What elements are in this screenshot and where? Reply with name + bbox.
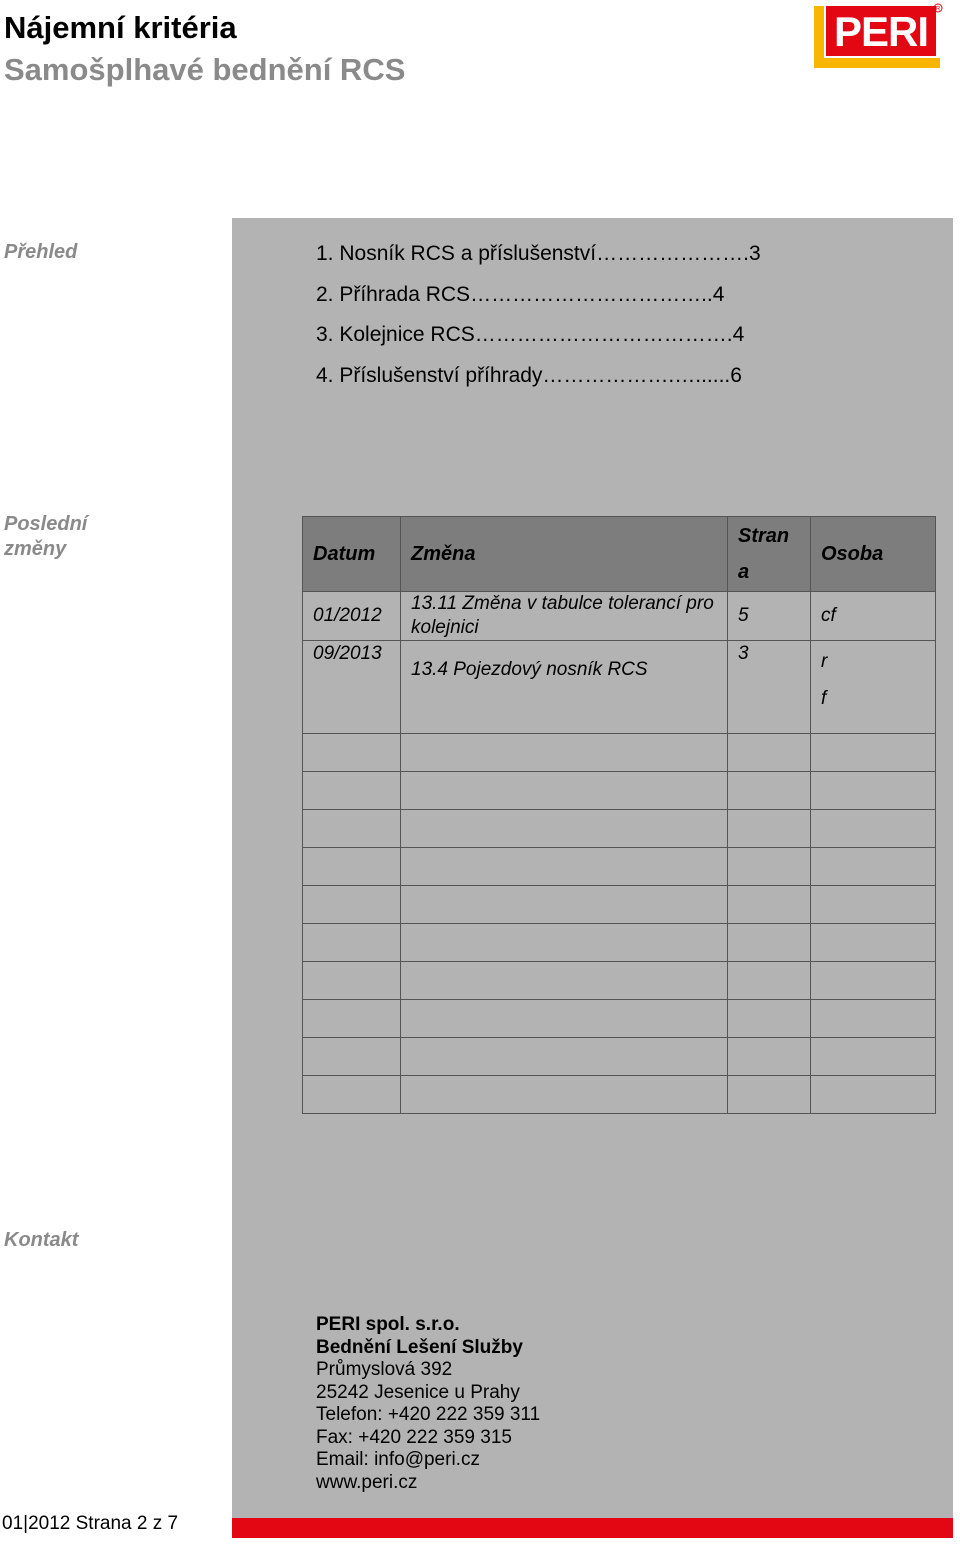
table-row-empty [303,924,936,962]
empty-cell [811,1076,936,1114]
table-of-contents [316,238,761,400]
empty-cell [728,886,811,924]
document-subtitle: Samošplhavé bednění RCS [4,52,406,87]
empty-cell [728,962,811,1000]
empty-cell [401,734,728,772]
cell-person [811,641,936,734]
empty-cell [401,1000,728,1038]
cell-person: cf [811,592,936,641]
empty-cell [401,962,728,1000]
empty-cell [728,1038,811,1076]
empty-cell [303,1076,401,1114]
table-row [303,592,936,641]
changes-table-header [303,517,936,592]
contact-block [316,1314,540,1494]
empty-cell [303,810,401,848]
empty-cell [303,962,401,1000]
recent-changes-label-line2: změny [4,538,67,560]
empty-cell [303,734,401,772]
empty-cell [811,1000,936,1038]
svg-text:R: R [935,6,941,13]
overview-label: Přehled [4,241,78,263]
table-row-empty [303,734,936,772]
toc-item[interactable]: 3. Kolejnice RCS……………………………….4 [316,323,745,346]
empty-cell [728,734,811,772]
contact-tagline: Bednění Lešení Služby [316,1336,523,1358]
header-page-line2: a [738,561,750,583]
cell-change: 13.4 Pojezdový nosník RCS [401,641,728,734]
contact-city: 25242 Jesenice u Prahy [316,1381,520,1403]
empty-cell [401,924,728,962]
recent-changes-label [4,512,87,562]
contact-fax: Fax: +420 222 359 315 [316,1426,512,1448]
toc-item[interactable]: 4. Příslušenství příhrady……………….…......6 [316,363,742,387]
empty-cell [728,1076,811,1114]
empty-cell [303,886,401,924]
header-change: Změna [401,517,728,592]
table-row-empty [303,886,936,924]
changes-table [302,516,936,1114]
empty-cell [811,810,936,848]
empty-cell [401,1038,728,1076]
peri-logo [812,2,944,72]
table-row-empty [303,848,936,886]
contact-street: Průmyslová 392 [316,1359,453,1380]
empty-cell [728,1000,811,1038]
table-row-empty [303,1076,936,1114]
table-row-empty [303,772,936,810]
page-number: 01|2012 Strana 2 z 7 [2,1513,179,1534]
empty-cell [811,924,936,962]
cell-page: 3 [728,641,811,734]
empty-cell [401,772,728,810]
recent-changes-label-line1: Poslední [4,513,88,535]
table-row-empty [303,962,936,1000]
contact-phone: Telefon: +420 222 359 311 [316,1404,541,1425]
svg-text:PERI: PERI [833,8,929,55]
cell-page: 5 [728,592,811,641]
cell-person-line1: r [821,651,828,672]
table-row [303,641,936,734]
empty-cell [811,734,936,772]
empty-cell [401,810,728,848]
empty-cell [811,772,936,810]
header-page-line1: Stran [738,525,790,547]
empty-cell [728,924,811,962]
empty-cell [728,772,811,810]
table-row-empty [303,1038,936,1076]
header-page [728,517,811,592]
empty-cell [401,1076,728,1114]
empty-cell [728,848,811,886]
table-row-empty [303,810,936,848]
empty-cell [303,848,401,886]
document-title: Nájemní kritéria [4,10,237,45]
table-row-empty [303,1000,936,1038]
contact-company: PERI spol. s.r.o. [316,1314,460,1335]
empty-cell [811,886,936,924]
empty-cell [303,1038,401,1076]
cell-date: 01/2012 [303,592,401,641]
cell-person-line2: f [821,688,827,709]
contact-web-link[interactable]: www.peri.cz [316,1471,418,1493]
empty-cell [303,924,401,962]
empty-cell [303,772,401,810]
contact-email-link[interactable]: Email: info@peri.cz [316,1449,480,1470]
header-person: Osoba [811,517,936,592]
cell-date: 09/2013 [303,641,401,734]
footer-red-bar [232,1518,953,1538]
contact-label: Kontakt [4,1229,79,1251]
empty-cell [303,1000,401,1038]
empty-cell [401,886,728,924]
toc-item[interactable]: 2. Příhrada RCS……………………………..4 [316,282,725,306]
empty-cell [728,810,811,848]
empty-cell [811,1038,936,1076]
empty-cell [811,848,936,886]
cell-change: 13.11 Změna v tabulce tolerancí pro kolejnici [401,592,728,641]
toc-item[interactable]: 1. Nosník RCS a příslušenství………………….3 [316,242,761,265]
empty-cell [811,962,936,1000]
header-date: Datum [303,517,401,592]
empty-cell [401,848,728,886]
